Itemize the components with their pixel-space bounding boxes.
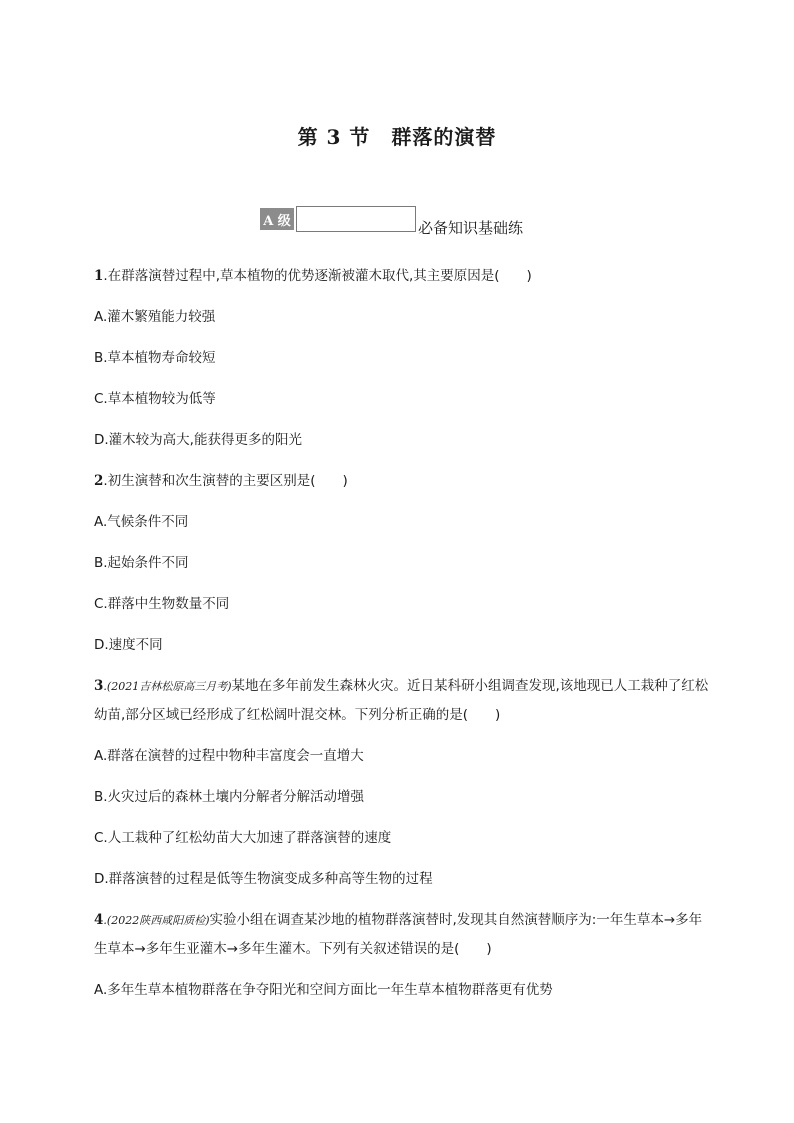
- question-1: [94, 262, 714, 454]
- option-c: C.群落中生物数量不同: [94, 596, 230, 612]
- option-c: C.草本植物较为低等: [94, 391, 216, 407]
- section-title: 必备知识基础练: [418, 219, 524, 237]
- question-source: .(2022陕西咸阳质检): [103, 914, 210, 927]
- question-stem: [94, 467, 714, 495]
- level-box: [296, 206, 416, 232]
- question-number: 1: [94, 268, 104, 284]
- question-stem: [94, 262, 714, 290]
- question-list: [94, 262, 714, 1017]
- question-text: .初生演替和次生演替的主要区别是( ): [103, 473, 348, 489]
- question-4: [94, 906, 714, 1004]
- option-b: B.起始条件不同: [94, 555, 189, 571]
- option-a: A.群落在演替的过程中物种丰富度会一直增大: [94, 748, 364, 764]
- option-d: D.灌木较为高大,能获得更多的阳光: [94, 432, 302, 448]
- question-text: 实验小组在调查某沙地的植物群落演替时,发现其自然演替顺序为:一年生草本→多年生草本→多年生亚灌木→多年生灌木。下列有关叙述错误的是( ): [94, 912, 703, 957]
- option-d: D.速度不同: [94, 637, 163, 653]
- section-header: [260, 206, 524, 237]
- question-stem: [94, 906, 714, 963]
- question-source: .(2021吉林松原高三月考): [103, 680, 232, 693]
- question-stem: [94, 672, 714, 729]
- level-badge: A 级: [260, 208, 294, 230]
- question-number: 4: [94, 912, 104, 928]
- question-number: 2: [94, 473, 104, 489]
- option-d: D.群落演替的过程是低等生物演变成多种高等生物的过程: [94, 871, 433, 887]
- question-text: .在群落演替过程中,草本植物的优势逐渐被灌木取代,其主要原因是( ): [103, 268, 532, 284]
- option-a: A.灌木繁殖能力较强: [94, 309, 216, 325]
- option-b: B.草本植物寿命较短: [94, 350, 216, 366]
- question-text: 某地在多年前发生森林火灾。近日某科研小组调查发现,该地现已人工栽种了红松幼苗,部分区域已经形成了红松阔叶混交林。下列分析正确的是( ): [94, 678, 709, 723]
- question-3: [94, 672, 714, 893]
- option-c: C.人工栽种了红松幼苗大大加速了群落演替的速度: [94, 830, 392, 846]
- option-b: B.火灾过后的森林土壤内分解者分解活动增强: [94, 789, 365, 805]
- question-2: [94, 467, 714, 659]
- page-title: 第 3 节 群落的演替: [297, 125, 497, 150]
- question-number: 3: [94, 678, 104, 694]
- option-a: A.气候条件不同: [94, 514, 189, 530]
- option-a: A.多年生草本植物群落在争夺阳光和空间方面比一年生草本植物群落更有优势: [94, 982, 553, 998]
